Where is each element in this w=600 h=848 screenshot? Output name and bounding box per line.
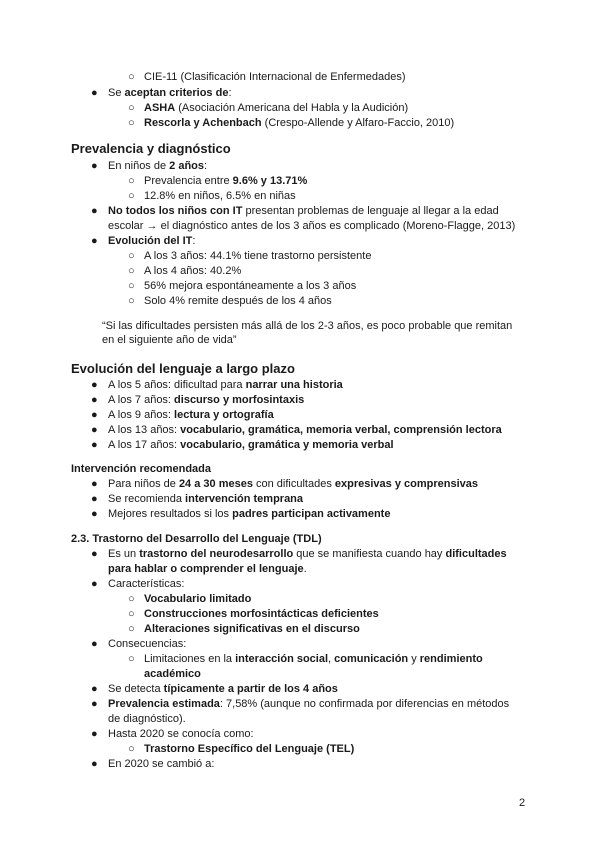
page-number: 2 <box>519 797 526 809</box>
list-item-continuation: para hablar o comprender el lenguaje. <box>108 563 307 575</box>
circle-bullet-icon: ○ <box>128 593 135 605</box>
list-item: ASHA (Asociación Americana del Habla y la Audición) <box>144 102 409 114</box>
disc-bullet-icon: ● <box>91 439 98 451</box>
disc-bullet-icon: ● <box>91 758 98 770</box>
list-item: Se recomienda intervención temprana <box>108 493 304 505</box>
disc-bullet-icon: ● <box>91 409 98 421</box>
list-item: Alteraciones significativas en el discurso <box>144 623 360 635</box>
disc-bullet-icon: ● <box>91 493 98 505</box>
list-item: CIE-11 (Clasificación Internacional de Enfermedades) <box>144 71 406 83</box>
list-item: Hasta 2020 se conocía como: <box>108 728 254 740</box>
disc-bullet-icon: ● <box>91 578 98 590</box>
list-item: 12.8% en niños, 6.5% en niñas <box>144 190 296 202</box>
section-heading: Intervención recomendada <box>71 463 211 475</box>
disc-bullet-icon: ● <box>91 728 98 740</box>
list-item: Construcciones morfosintácticas deficientes <box>144 608 379 620</box>
disc-bullet-icon: ● <box>91 205 98 217</box>
section-heading: Prevalencia y diagnóstico <box>71 141 231 156</box>
list-item-continuation: escolar → el diagnóstico antes de los 3 años es complicado (Moreno-Flagge, 2013) <box>108 220 516 232</box>
disc-bullet-icon: ● <box>91 508 98 520</box>
circle-bullet-icon: ○ <box>128 295 135 307</box>
disc-bullet-icon: ● <box>91 394 98 406</box>
disc-bullet-icon: ● <box>91 478 98 490</box>
list-item: A los 3 años: 44.1% tiene trastorno persistente <box>144 250 372 262</box>
list-item: Características: <box>108 578 185 590</box>
circle-bullet-icon: ○ <box>128 743 135 755</box>
disc-bullet-icon: ● <box>91 160 98 172</box>
circle-bullet-icon: ○ <box>128 71 135 83</box>
disc-bullet-icon: ● <box>91 379 98 391</box>
circle-bullet-icon: ○ <box>128 102 135 114</box>
quote-block: “Si las dificultades persisten más allá de los 2-3 años, es poco probable que remitan en el siguiente año de vida” <box>102 320 513 346</box>
list-item: Rescorla y Achenbach (Crespo-Allende y Alfaro-Faccio, 2010) <box>144 117 455 129</box>
list-item: Se detecta típicamente a partir de los 4 años <box>108 683 338 695</box>
list-item: Para niños de 24 a 30 meses con dificultades expresivas y comprensivas <box>108 478 478 490</box>
disc-bullet-icon: ● <box>91 638 98 650</box>
list-item: Se aceptan criterios de: <box>108 87 232 99</box>
circle-bullet-icon: ○ <box>128 175 135 187</box>
list-item: A los 17 años: vocabulario, gramática y memoria verbal <box>108 439 394 451</box>
list-item: Mejores resultados si los padres participan activamente <box>108 508 391 520</box>
circle-bullet-icon: ○ <box>128 250 135 262</box>
list-item: A los 4 años: 40.2% <box>144 265 242 277</box>
list-item-continuation: académico <box>144 668 201 680</box>
disc-bullet-icon: ● <box>91 698 98 710</box>
list-item: Solo 4% remite después de los 4 años <box>144 295 332 307</box>
list-item: Trastorno Específico del Lenguaje (TEL) <box>144 743 355 755</box>
disc-bullet-icon: ● <box>91 235 98 247</box>
circle-bullet-icon: ○ <box>128 653 135 665</box>
list-item: Limitaciones en la interacción social, comunicación y rendimiento <box>144 653 483 665</box>
disc-bullet-icon: ● <box>91 424 98 436</box>
circle-bullet-icon: ○ <box>128 190 135 202</box>
section-heading: Evolución del lenguaje a largo plazo <box>71 361 295 376</box>
disc-bullet-icon: ● <box>91 548 98 560</box>
list-item: En niños de 2 años: <box>108 160 208 172</box>
list-item: Evolución del IT: <box>108 235 196 247</box>
list-item: En 2020 se cambió a: <box>108 758 215 770</box>
disc-bullet-icon: ● <box>91 683 98 695</box>
list-item: Prevalencia estimada: 7,58% (aunque no confirmada por diferencias en métodos <box>108 698 510 710</box>
disc-bullet-icon: ● <box>91 87 98 99</box>
circle-bullet-icon: ○ <box>128 117 135 129</box>
section-heading: 2.3. Trastorno del Desarrollo del Lenguaje (TDL) <box>71 533 322 545</box>
circle-bullet-icon: ○ <box>128 280 135 292</box>
circle-bullet-icon: ○ <box>128 623 135 635</box>
list-item: No todos los niños con IT presentan problemas de lenguaje al llegar a la edad <box>108 205 499 217</box>
list-item: Prevalencia entre 9.6% y 13.71% <box>144 175 308 187</box>
list-item: A los 9 años: lectura y ortografía <box>108 409 274 421</box>
list-item: A los 13 años: vocabulario, gramática, memoria verbal, comprensión lectora <box>108 424 502 436</box>
list-item: Es un trastorno del neurodesarrollo que se manifiesta cuando hay dificultades <box>108 548 507 560</box>
circle-bullet-icon: ○ <box>128 265 135 277</box>
list-item: Vocabulario limitado <box>144 593 252 605</box>
circle-bullet-icon: ○ <box>128 608 135 620</box>
list-item: Consecuencias: <box>108 638 187 650</box>
list-item: A los 7 años: discurso y morfosintaxis <box>108 394 305 406</box>
list-item: A los 5 años: dificultad para narrar una historia <box>108 379 343 391</box>
list-item: 56% mejora espontáneamente a los 3 años <box>144 280 357 292</box>
list-item-continuation: de diagnóstico). <box>108 713 186 725</box>
